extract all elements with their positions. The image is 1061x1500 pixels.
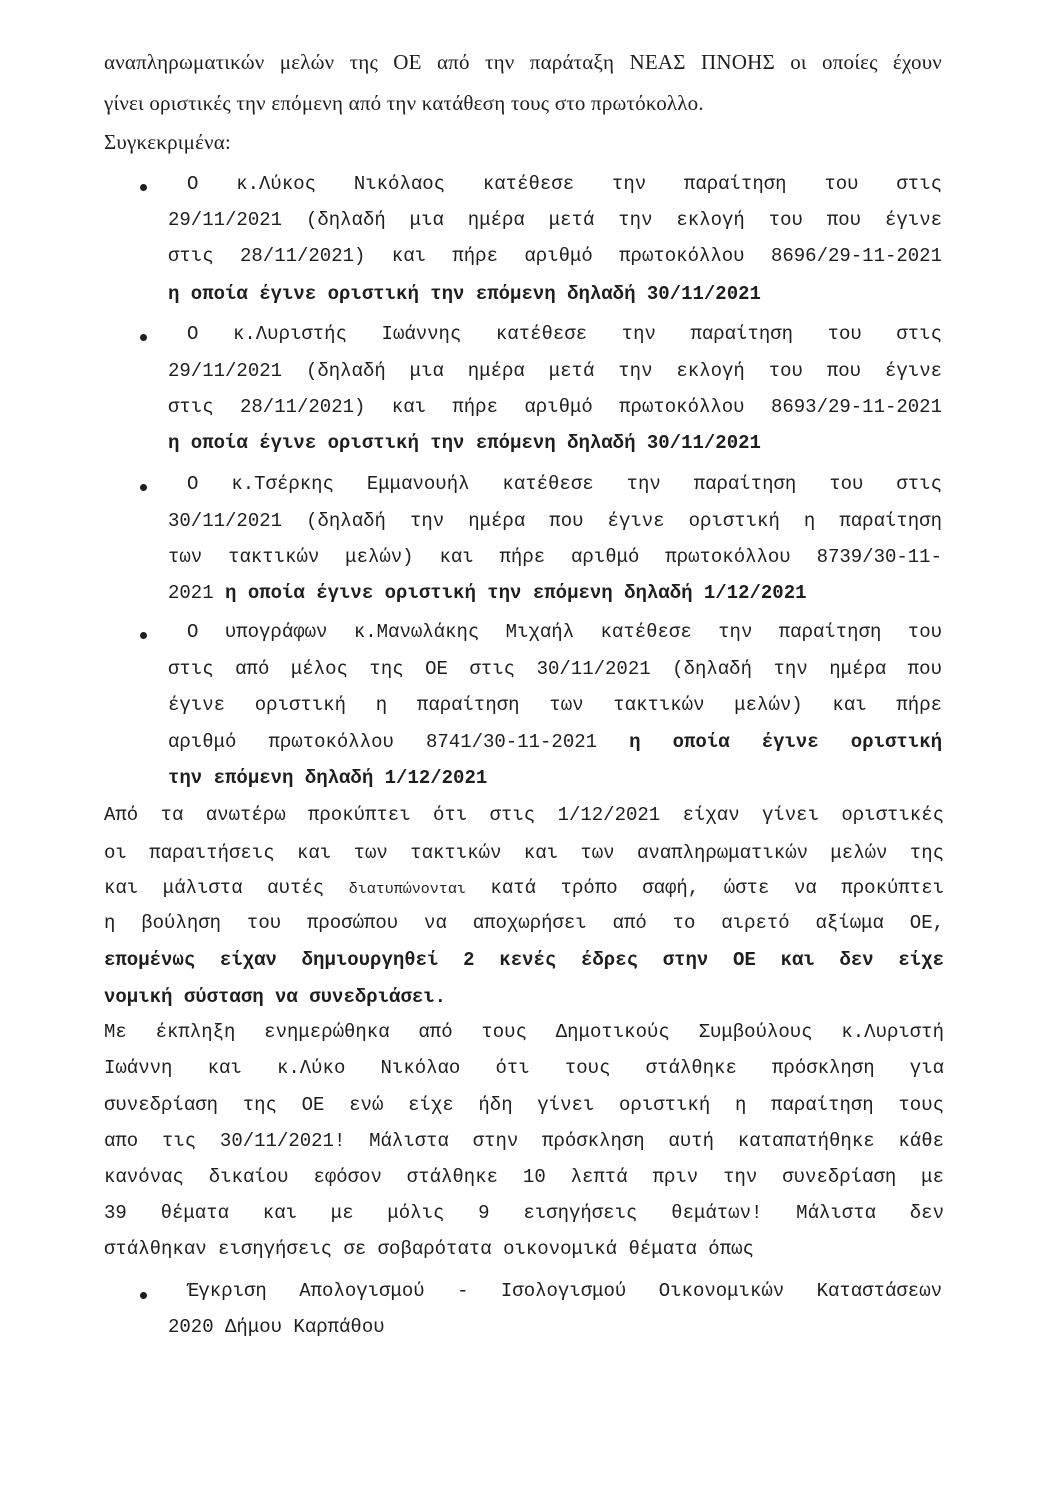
surprise-line-1: Με έκπληξη ενημερώθηκα από τους Δημοτικούς Συμβούλους κ.Λυριστή [104,1021,944,1043]
intro-line-1: αναπληρωματικών μελών της ΟΕ από την παράταξη ΝΕΑΣ ΠΝΟΗΣ οι οποίες έχουν [104,50,942,74]
item-2-line-4: η οποία έγινε οριστική την επόμενη δηλαδή 30/11/2021 [168,432,761,454]
surprise-line-4: απο τις 30/11/2021! Μάλιστα στην πρόσκληση αυτή καταπατήθηκε κάθε [104,1130,944,1152]
item-3-line-4 [168,582,807,604]
surprise-line-3: συνεδρίαση της ΟΕ ενώ είχε ήδη γίνει οριστική η παραίτηση τους [104,1094,944,1116]
conclusion-line-4: η βούληση του προσώπου να αποχωρήσει από το αιρετό αξίωμα ΟΕ, [104,912,944,934]
item-3-line-2: 30/11/2021 (δηλαδή την ημέρα που έγινε οριστική η παραίτηση [168,510,942,532]
item-1-line-4: η οποία έγινε οριστική την επόμενη δηλαδή 30/11/2021 [168,283,761,305]
final-item-line-2: 2020 Δήμου Καρπάθου [168,1316,385,1338]
item-4-protocol: αριθμό πρωτοκόλλου 8741/30-11-2021 [168,731,598,753]
intro-line-3: Συγκεκριμένα: [104,130,232,154]
item-2-line-2: 29/11/2021 (δηλαδή μια ημέρα μετά την εκλογή του που έγινε [168,360,942,382]
item-1-line-2: 29/11/2021 (δηλαδή μια ημέρα μετά την εκλογή του που έγινε [168,209,942,231]
surprise-line-2: Ιωάννη και κ.Λύκο Νικόλαο ότι τους στάλθηκε πρόσκληση για [104,1057,944,1079]
surprise-line-5: κανόνας δικαίου εφόσον στάλθηκε 10 λεπτά πριν την συνεδρίαση με [104,1166,944,1188]
item-3-year: 2021 [168,582,214,604]
conclusion-line-3-small: διατυπώνονται [348,881,466,898]
item-4-line-1: Ο υπογράφων κ.Μανωλάκης Μιχαήλ κατέθεσε την παραίτηση του [187,621,942,643]
bullet-icon [140,632,147,639]
conclusion-line-1: Από τα ανωτέρω προκύπτει ότι στις 1/12/2021 είχαν γίνει οριστικές [104,804,944,826]
item-3-line-1: Ο κ.Τσέρκης Εμμανουήλ κατέθεσε την παραίτηση του στις [187,473,942,495]
bullet-icon [140,484,147,491]
conclusion-line-3-b: κατά τρόπο σαφή, ώστε να προκύπτει [490,877,944,899]
conclusion-line-6: νομική σύσταση να συνεδριάσει. [104,986,447,1008]
item-4-bold-text: η οποία έγινε οριστική [629,731,943,753]
conclusion-line-5: επομένως είχαν δημιουργηθεί 2 κενές έδρες στην ΟΕ και δεν είχε [104,949,944,971]
item-2-line-1: Ο κ.Λυριστής Ιωάννης κατέθεσε την παραίτηση του στις [187,323,942,345]
item-4-line-3: έγινε οριστική η παραίτηση των τακτικών μελών) και πήρε [168,694,942,716]
conclusion-line-3-a: και μάλιστα αυτές [104,877,325,899]
final-item-line-1: Έγκριση Απολογισμού - Ισολογισμού Οικονομικών Καταστάσεων [187,1280,942,1302]
item-3-line-3: των τακτικών μελών) και πήρε αριθμό πρωτοκόλλου 8739/30-11- [168,546,942,568]
conclusion-line-3 [104,877,944,899]
intro-line-2: γίνει οριστικές την επόμενη από την κατάθεση τους στο πρωτόκολλο. [104,91,704,115]
item-4-line-5: την επόμενη δηλαδή 1/12/2021 [168,767,488,789]
bullet-icon [140,334,147,341]
surprise-line-7: στάλθηκαν εισηγήσεις σε σοβαρότατα οικονομικά θέματα όπως [104,1238,754,1260]
surprise-line-6: 39 θέματα και με μόλις 9 εισηγήσεις θεμάτων! Μάλιστα δεν [104,1202,944,1224]
item-3-bold-text: η οποία έγινε οριστική την επόμενη δηλαδή 1/12/2021 [225,582,807,604]
item-4-line-2: στις από μέλος της ΟΕ στις 30/11/2021 (δηλαδή την ημέρα που [168,658,942,680]
item-1-line-3: στις 28/11/2021) και πήρε αριθμό πρωτοκόλλου 8696/29-11-2021 [168,245,942,267]
bullet-icon [140,1292,147,1299]
item-2-line-3: στις 28/11/2021) και πήρε αριθμό πρωτοκόλλου 8693/29-11-2021 [168,396,942,418]
item-1-line-1: Ο κ.Λύκος Νικόλαος κατέθεσε την παραίτηση του στις [187,173,942,195]
conclusion-line-2: οι παραιτήσεις και των τακτικών και των αναπληρωματικών μελών της [104,842,944,864]
item-4-line-4 [168,731,942,753]
bullet-icon [140,184,147,191]
